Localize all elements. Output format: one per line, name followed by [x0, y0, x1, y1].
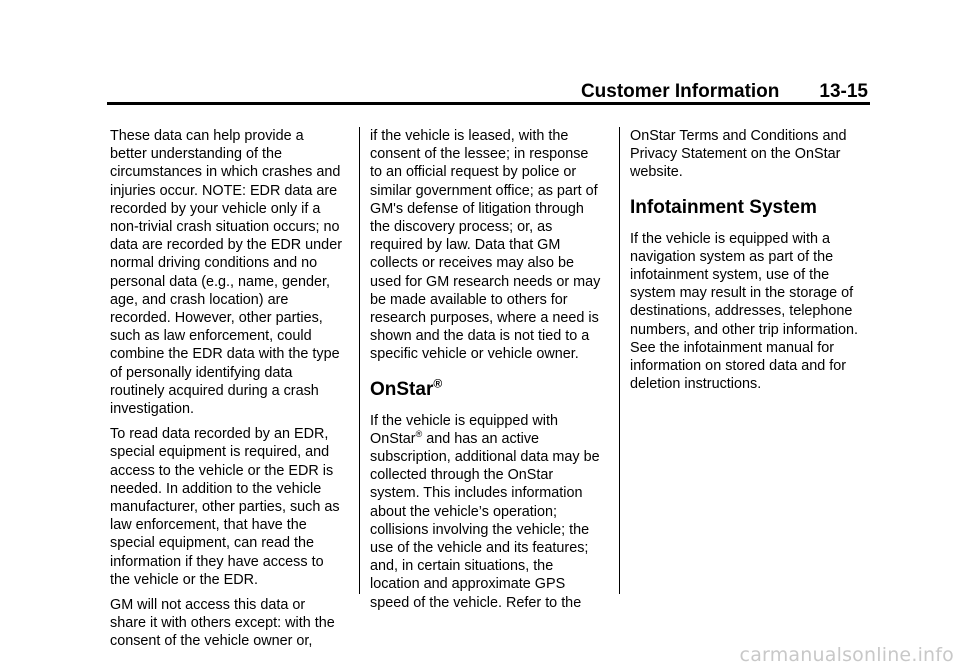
registered-mark: ®: [415, 429, 423, 440]
page-number: 13-15: [819, 81, 868, 102]
paragraph: OnStar Terms and Conditions and Privacy Statement on the OnStar website.: [630, 128, 847, 181]
section-title: Customer Information: [580, 81, 780, 102]
paragraph: GM will not access this data or share it with others except: with the consent of the vehicle owner or,: [110, 597, 335, 650]
header-rule: [107, 102, 870, 105]
paragraph: To read data recorded by an EDR, special equipment is required, and access to the vehicle or the EDR is needed. In addition to the vehicle manufacturer, other parties, such as law enforcement, that have the special equipment, can read the information if they have access to the vehicle or the EDR.: [110, 426, 340, 588]
paragraph: These data can help provide a better understanding of the circumstances in which crashes and injuries occur. NOTE: EDR data are recorded by your vehicle only if a non-trivial crash situation occurs; no data are recorded by the EDR under normal driving conditions and no personal data (e.g., name, gender, age, and crash location) are recorded. However, other parties, such as law enforcement, could combine the EDR data with the type of personally identifying data routinely acquired during a crash investigation.: [110, 128, 342, 418]
infotainment-heading: Infotainment System: [630, 196, 817, 218]
heading-text: OnStar: [370, 378, 434, 400]
column-2: [370, 127, 610, 619]
onstar-heading: [370, 378, 610, 402]
column-3: [630, 127, 875, 400]
paragraph-text: and has an active subscription, additional data may be collected through the OnStar system. This includes information about the vehicle’s operation; collisions involving the vehicle; the use of the vehicle and its features; and, in certain situations, the location and approximate GPS speed of the vehicle. Refer to the: [370, 430, 600, 611]
watermark: carmanualsonline.info: [739, 644, 954, 666]
paragraph-text: If the vehicle is equipped with OnStar: [370, 412, 558, 447]
column-divider: [359, 127, 360, 594]
registered-mark: ®: [433, 376, 443, 391]
paragraph: [370, 412, 610, 612]
paragraph: if the vehicle is leased, with the consent of the lessee; in response to an official request by police or similar government office; as part of GM's defense of litigation through the discovery process; or, as required by law. Data that GM collects or receives may also be used for GM research needs or may be made available to others for research purposes, where a need is shown and the data is not tied to a specific vehicle or vehicle owner.: [370, 128, 601, 363]
column-divider: [619, 127, 620, 594]
column-1: [110, 127, 356, 658]
page-header: [581, 81, 868, 103]
paragraph: If the vehicle is equipped with a navigation system as part of the infotainment system, use of the system may result in the storage of destinations, addresses, telephone numbers, and other trip information. See the infotainment manual for information on stored data and for deletion instructions.: [630, 230, 858, 393]
